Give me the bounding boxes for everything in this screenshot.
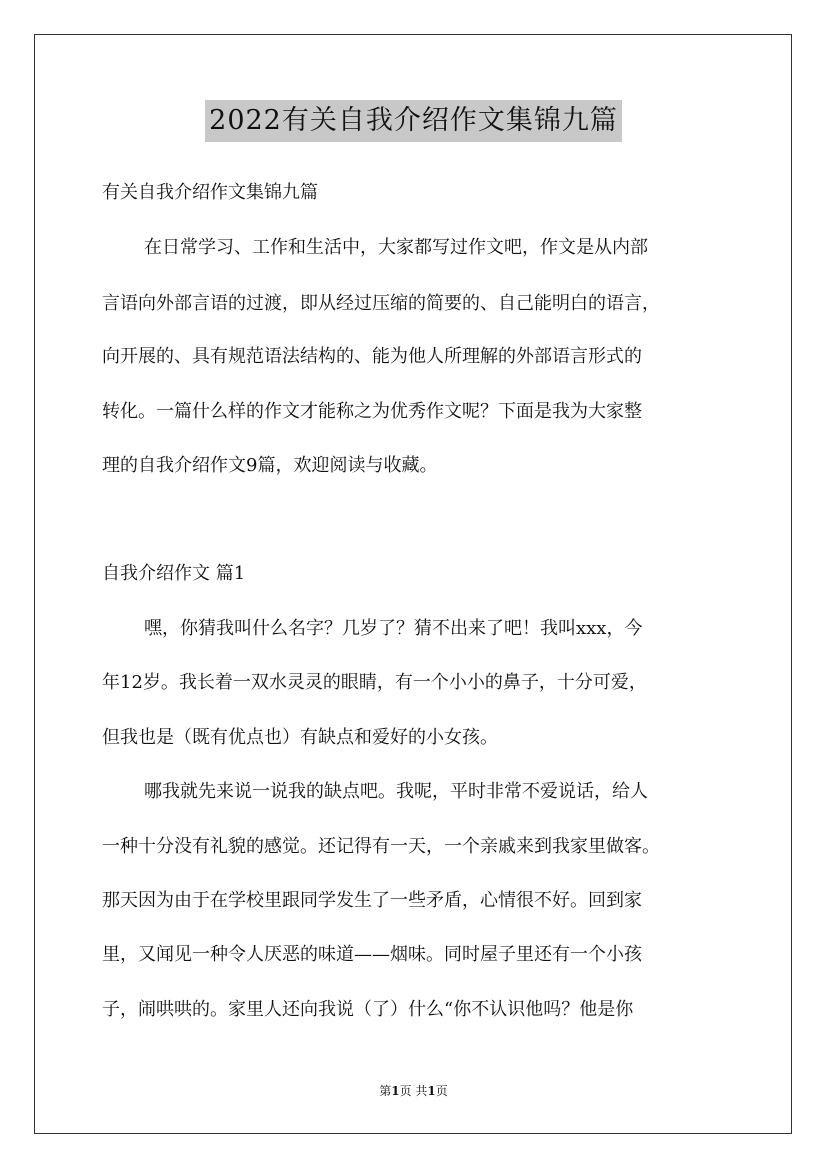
intro-line-2: 言语向外部言语的过渡，即从经过压缩的简要的、自己能明白的语言， (102, 293, 660, 314)
footer-total-pages: 1 (427, 1084, 436, 1098)
s1p1-line-1: 嘿，你猜我叫什么名字？几岁了？猜不出来了吧！我叫xxx，今 (144, 618, 643, 639)
footer-page-prefix: 第 (379, 1084, 392, 1098)
s1p2-line-5: 子，闹哄哄的。家里人还向我说（了）什么“你不认识他吗？他是你 (102, 999, 634, 1020)
page-footer (0, 1083, 827, 1099)
footer-page-mid: 页 共 (399, 1084, 428, 1098)
s1p2-line-4: 里，又闻见一种令人厌恶的味道——烟味。同时屋子里还有一个小孩 (102, 944, 642, 965)
s1p1-line-3: 但我也是（既有优点也）有缺点和爱好的小女孩。 (102, 727, 498, 748)
s1p2-line-2: 一种十分没有礼貌的感觉。还记得有一天，一个亲戚来到我家里做客。 (102, 836, 660, 857)
footer-page-suffix: 页 (435, 1084, 448, 1098)
section1-heading: 自我介绍作文 篇1 (102, 563, 246, 584)
s1p2-line-1: 哪我就先来说一说我的缺点吧。我呢，平时非常不爱说话，给人 (144, 781, 648, 802)
footer-page-number: 1 (391, 1084, 400, 1098)
document-subtitle: 有关自我介绍作文集锦九篇 (102, 182, 318, 203)
s1p2-line-3: 那天因为由于在学校里跟同学发生了一些矛盾，心情很不好。回到家 (102, 890, 642, 911)
s1p1-line-2: 年12岁。我长着一双水灵灵的眼睛，有一个小小的鼻子，十分可爱， (102, 672, 647, 693)
intro-line-5: 理的自我介绍作文9篇，欢迎阅读与收藏。 (102, 455, 438, 476)
title-container (0, 100, 827, 142)
document-title: 2022有关自我介绍作文集锦九篇 (205, 100, 622, 142)
intro-line-1: 在日常学习、工作和生活中，大家都写过作文吧，作文是从内部 (144, 237, 648, 258)
intro-line-3: 向开展的、具有规范语法结构的、能为他人所理解的外部语言形式的 (102, 346, 642, 367)
intro-line-4: 转化。一篇什么样的作文才能称之为优秀作文呢？下面是我为大家整 (102, 401, 642, 422)
